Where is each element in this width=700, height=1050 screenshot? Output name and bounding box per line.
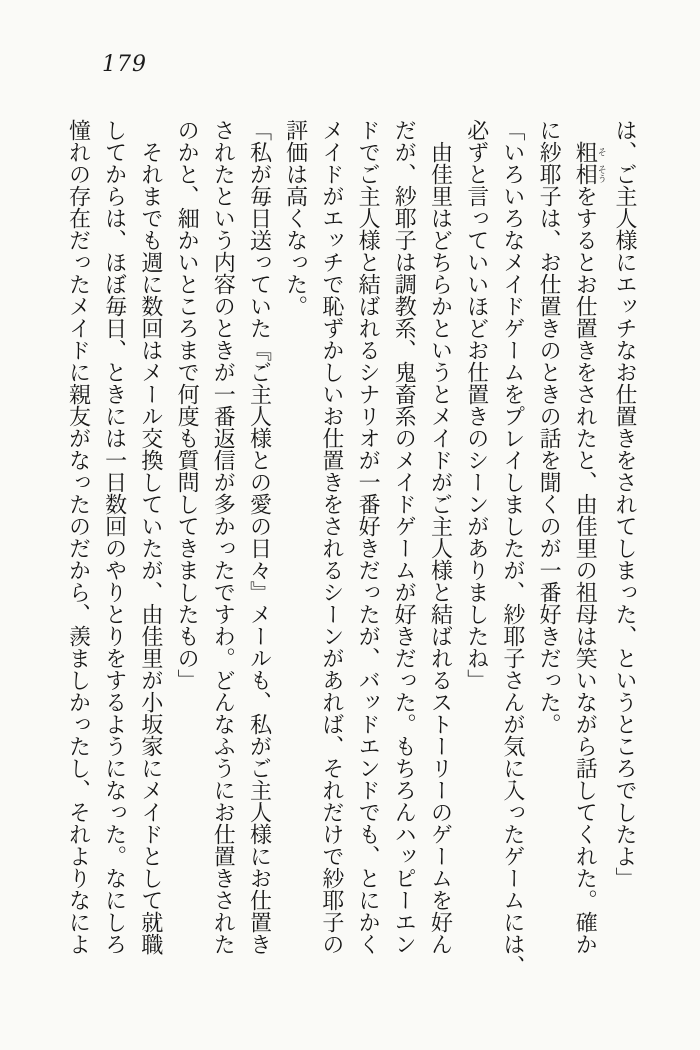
ruby-annotated-word: 相そう [572,163,606,185]
text-line: 憧れの存在だったメイドに親友がなったのだから、羨ましかったし、それよりなによ [65,119,91,955]
ruby-annotated-word: 粗そ [572,141,606,163]
text-line: だが、紗耶子は調教系、鬼畜系のメイドゲームが好きだった。もちろんハッピーエン [391,119,417,955]
text-line: それまでも週に数回はメール交換していたが、由佳里が小坂家にメイドとして就職 [137,141,163,955]
text-line: に紗耶子は、お仕置きのときの話を聞くのが一番好きだった。 [536,119,562,735]
text-line: 粗そ相そうをするとお仕置きをされたと、由佳里の祖母は笑いながら話してくれた。確か [572,141,606,955]
text-line: メイドがエッチで恥ずかしいお仕置きをされるシーンがあれば、それだけで紗耶子の [318,119,344,955]
text-line: のかと、細かいところまで何度も質問してきましたもの」 [174,119,200,691]
text-line: 由佳里はどちらかというとメイドがご主人様と結ばれるストーリーのゲームを好ん [427,141,453,955]
page-number: 179 [102,52,147,77]
text-line: 「いろいろなメイドゲームをプレイしましたが、紗耶子さんが気に入ったゲームには、 [499,119,525,977]
furigana: そう [595,163,606,185]
furigana: そ [595,141,606,163]
vertical-text-block [60,119,642,1005]
text-line: ドでご主人様と結ばれるシナリオが一番好きだったが、バッドエンドでも、とにかく [355,119,381,955]
text-line: 「私が毎日送っていた『ご主人様との愛の日々』メールも、私がご主人様にお仕置き [246,119,272,955]
text-line: されたという内容のときが一番返信が多かったですわ。どんなふうにお仕置きされた [210,119,236,955]
text-line: 評価は高くなった。 [282,119,308,317]
text-line: は、ご主人様にエッチなお仕置きをされてしまった、というところでしたよ」 [612,119,637,889]
text-line: 必ずと言っていいほどお仕置きのシーンがありましたね」 [463,119,489,691]
text-line: してからは、ほぼ毎日、ときには一日数回のやりとりをするようになった。なにしろ [101,119,127,955]
